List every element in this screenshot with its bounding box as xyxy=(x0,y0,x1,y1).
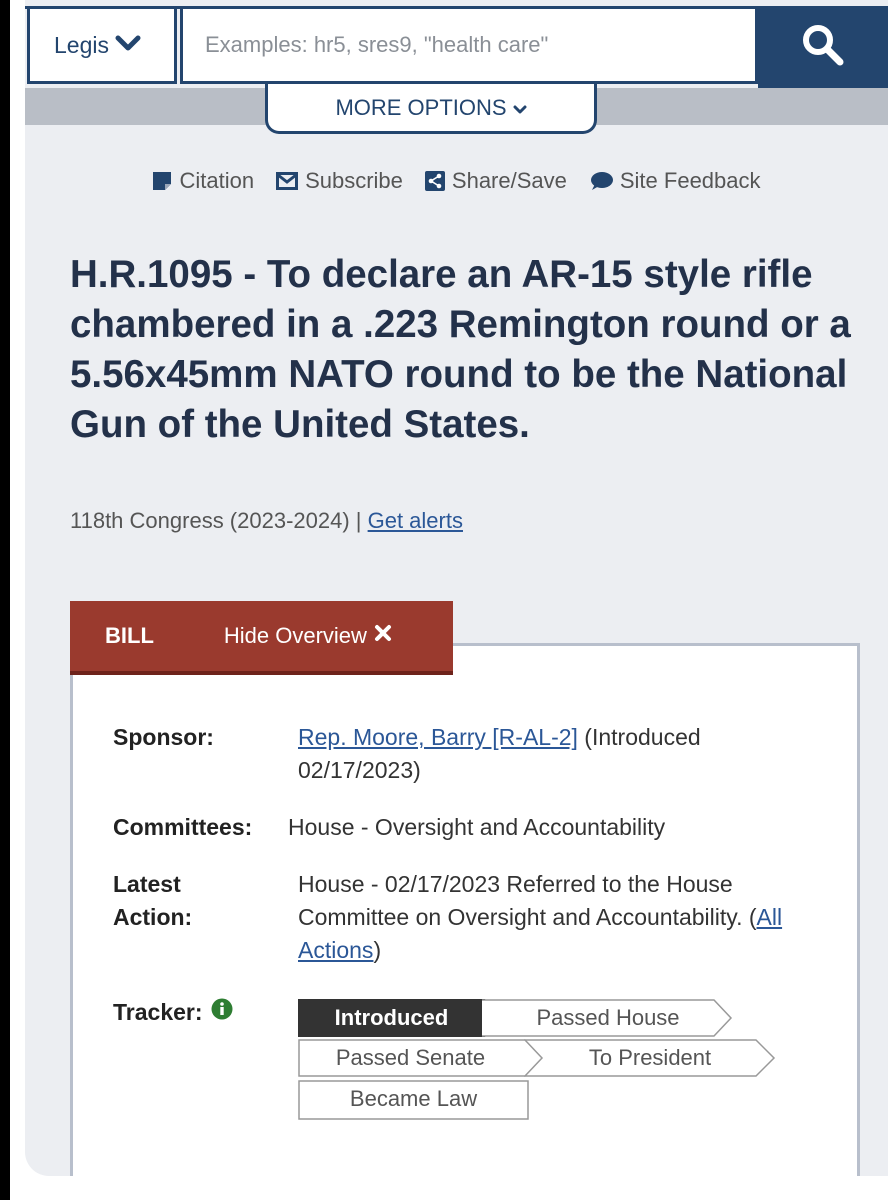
latest-action-close: ) xyxy=(373,937,382,963)
search-input[interactable] xyxy=(180,6,758,84)
tracker-stage-introduced xyxy=(298,999,503,1037)
committees-label: Committees: xyxy=(113,814,253,840)
tracker xyxy=(298,999,788,1129)
chevron-down-icon xyxy=(513,95,527,121)
more-options-label: MORE OPTIONS xyxy=(335,94,507,120)
hide-overview-button[interactable] xyxy=(224,623,393,649)
tracker-stage-label: Introduced xyxy=(334,1005,449,1030)
collection-select-label: Legis xyxy=(54,31,109,58)
subscribe-link[interactable] xyxy=(276,168,403,194)
sponsor-link[interactable]: Rep. Moore, Barry [R-AL-2] xyxy=(298,724,578,750)
search-button[interactable] xyxy=(758,6,888,88)
tools-bar xyxy=(25,164,888,198)
tracker-stage-label: Became Law xyxy=(349,1086,478,1111)
search-bar xyxy=(25,0,888,125)
tracker-stage-label: To President xyxy=(588,1045,712,1070)
bill-title: H.R.1095 - To declare an AR-15 style rifle chambered in a .223 Remington round or a 5.56x45mm NATO round to be the National Gun of the United States. xyxy=(70,253,851,446)
hide-overview-label: Hide Overview xyxy=(223,623,367,648)
info-icon[interactable] xyxy=(211,996,233,1029)
tracker-stage-became-law xyxy=(298,1080,529,1118)
overview-card xyxy=(70,643,860,1176)
tracker-stage-label: Passed House xyxy=(536,1005,680,1030)
share-save-label: Share/Save xyxy=(451,168,567,193)
citation-link[interactable] xyxy=(152,168,254,194)
tracker-stage-passed-house xyxy=(482,999,734,1037)
share-save-link[interactable] xyxy=(425,168,567,194)
sponsor-introduced: (Introduced 02/17/2023) xyxy=(298,724,701,783)
committees-value: House - Oversight and Accountability xyxy=(288,814,666,840)
get-alerts-link[interactable]: Get alerts xyxy=(367,508,463,533)
collection-select[interactable] xyxy=(27,6,177,84)
latest-action-label: Latest Action: xyxy=(113,871,193,930)
subscribe-label: Subscribe xyxy=(305,168,403,193)
site-feedback-label: Site Feedback xyxy=(619,168,761,193)
subscribe-icon xyxy=(276,172,298,190)
congress-gov-page xyxy=(25,0,888,1176)
citation-label: Citation xyxy=(179,168,255,193)
tracker-stage-passed-senate xyxy=(298,1039,543,1077)
close-icon xyxy=(373,623,393,649)
all-actions-link[interactable]: All Actions xyxy=(298,904,783,963)
tracker-label-group xyxy=(113,996,293,1029)
chevron-down-icon xyxy=(115,32,141,59)
latest-action-text: House - 02/17/2023 Referred to the House Committee on Oversight and Accountability. ( xyxy=(298,871,757,930)
screen-edge xyxy=(0,0,10,1200)
tab-bill[interactable]: BILL xyxy=(105,623,154,648)
feedback-icon xyxy=(589,171,613,191)
congress-line xyxy=(70,508,463,534)
share-icon xyxy=(425,171,445,191)
more-options-button[interactable] xyxy=(265,84,597,134)
overview-tabs xyxy=(70,601,453,675)
latest-action-value xyxy=(298,868,788,967)
tracker-stage-label: Passed Senate xyxy=(335,1045,486,1070)
sponsor-label: Sponsor: xyxy=(113,724,214,750)
tracker-stage-to-president xyxy=(524,1039,776,1077)
citation-icon xyxy=(152,171,172,191)
tracker-label: Tracker: xyxy=(113,999,203,1025)
congress-session: 118th Congress (2023-2024) | xyxy=(70,508,368,533)
site-feedback-link[interactable] xyxy=(589,168,761,194)
sponsor-value xyxy=(298,721,788,787)
search-icon xyxy=(799,21,847,74)
